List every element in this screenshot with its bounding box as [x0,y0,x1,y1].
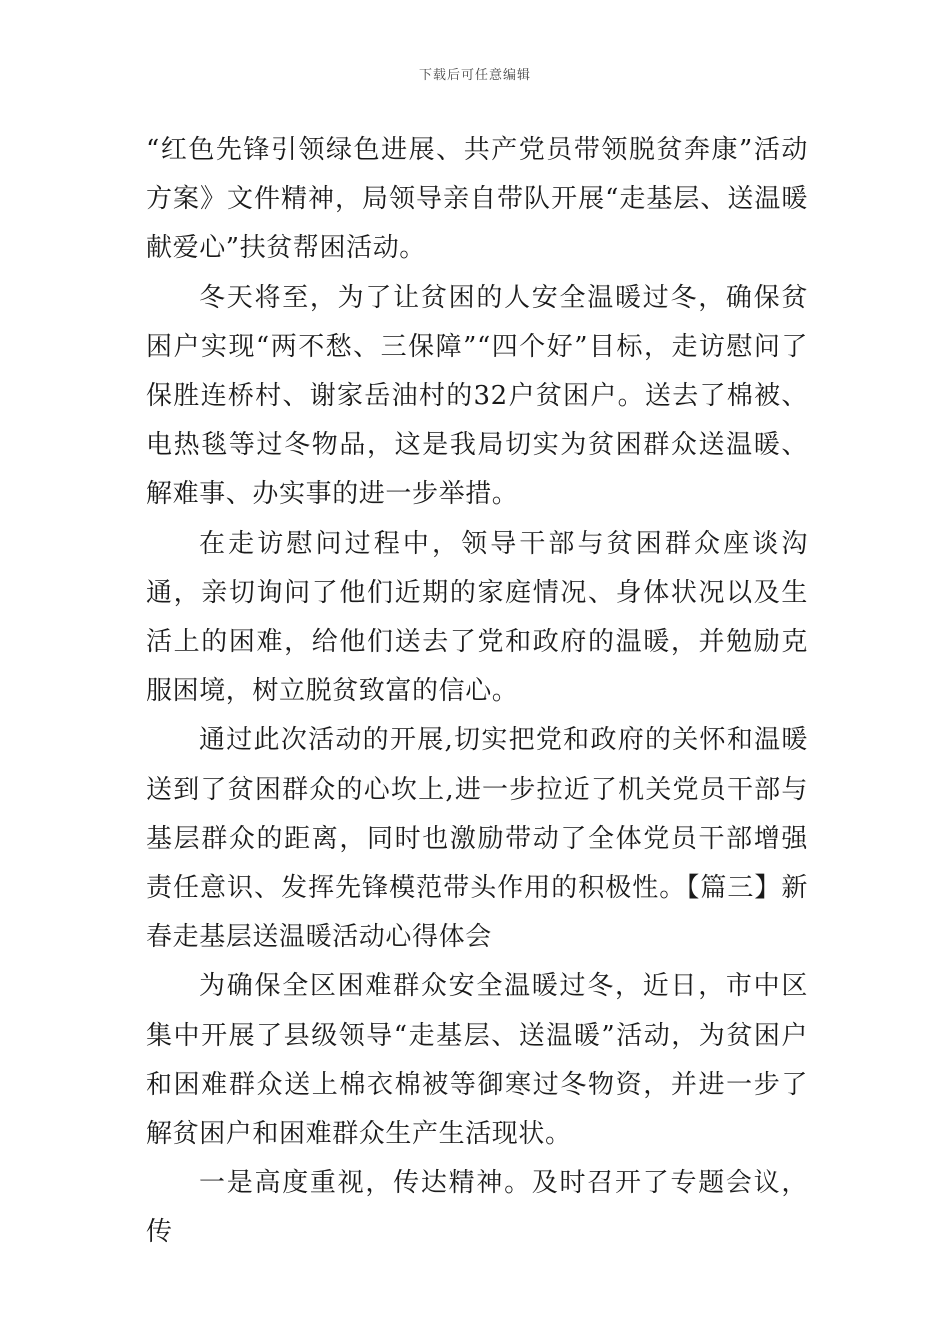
paragraph-district-activity: 为确保全区困难群众安全温暖过冬，近日，市中区集中开展了县级领导“走基层、送温暖”活动，为贫困户和困难群众送上棉衣棉被等御寒过冬物资，并进一步了解贫困户和困难群众生产生活现状。 [146,971,808,1150]
paragraph-point-one: 一是高度重视，传达精神。及时召开了专题会议，传 [146,1168,808,1248]
paragraph-winter-visit: 冬天将至，为了让贫困的人安全温暖过冬，确保贫困户实现“两不愁、三保障”“四个好”目标，走访慰问了保胜连桥村、谢家岳油村的32户贫困户。送去了棉被、电热毯等过冬物品，这是我局切实为贫困群众送温暖、解难事、办实事的进一步举措。 [146,282,808,510]
document-body [146,126,808,1258]
paragraph-continuation: “红色先锋引领绿色进展、共产党员带领脱贫奔康”活动方案》文件精神，局领导亲自带队开展“走基层、送温暖献爱心”扶贫帮困活动。 [146,135,808,264]
paragraph-condolence-process: 在走访慰问过程中，领导干部与贫困群众座谈沟通，亲切询问了他们近期的家庭情况、身体状况以及生活上的困难，给他们送去了党和政府的温暖，并勉励克服困境，树立脱贫致富的信心。 [146,528,808,707]
header-note: 下载后可任意编辑 [418,68,531,83]
paragraph-activity-results: 通过此次活动的开展,切实把党和政府的关怀和温暖送到了贫困群众的心坎上,进一步拉近了机关党员干部与基层群众的距离，同时也激励带动了全体党员干部增强责任意识、发挥先锋模范带头作用的积极性。【篇三】新春走基层送温暖活动心得体会 [146,725,808,953]
